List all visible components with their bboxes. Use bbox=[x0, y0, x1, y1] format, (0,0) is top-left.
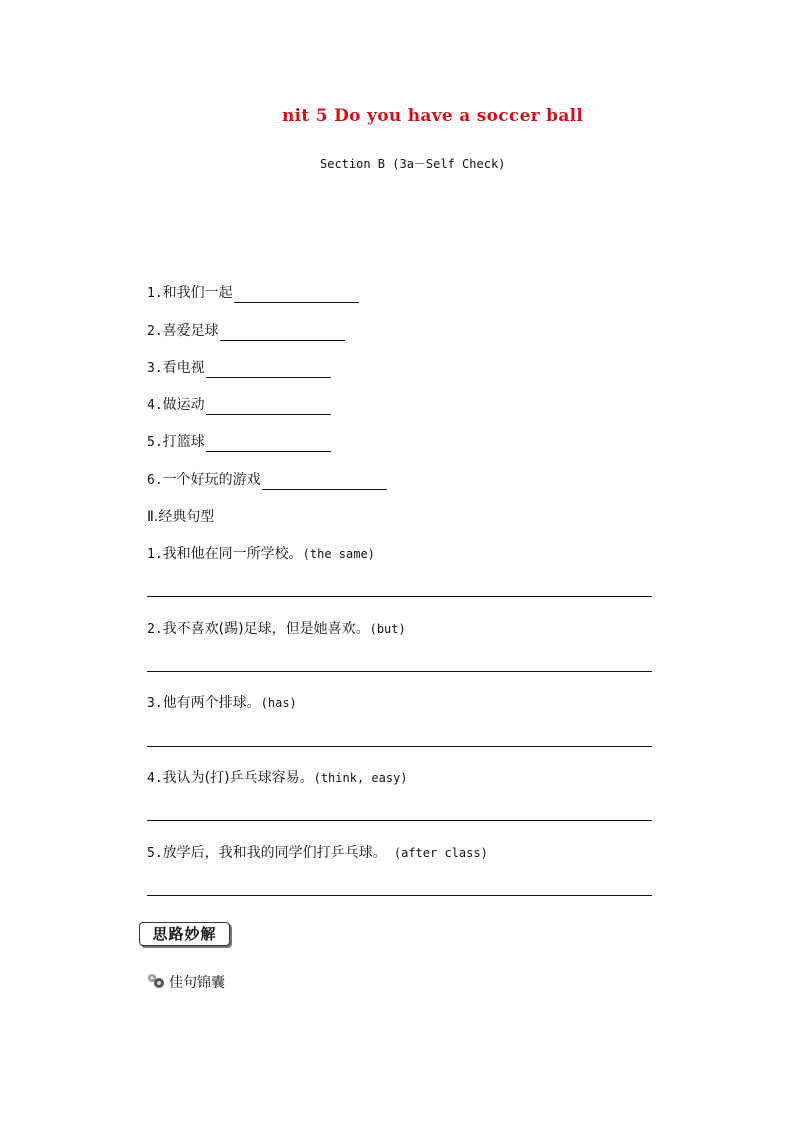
answer-line[interactable] bbox=[147, 596, 652, 597]
sentence-item-2: 2.我不喜欢(踢)足球，但是她喜欢。(but) bbox=[147, 621, 406, 637]
gear-icon bbox=[147, 973, 165, 989]
answer-line[interactable] bbox=[147, 671, 652, 672]
sentence-item-5: 5.放学后，我和我的同学们打乒乓球。 (after class) bbox=[147, 845, 488, 861]
answer-line[interactable] bbox=[147, 820, 652, 821]
phrase-item-4: 4.做运动 bbox=[147, 396, 331, 415]
phrase-item-1: 1.和我们一起 bbox=[147, 284, 359, 303]
answer-blank[interactable] bbox=[206, 398, 331, 415]
answer-line[interactable] bbox=[147, 746, 652, 747]
answer-blank[interactable] bbox=[220, 324, 345, 341]
sentence-item-1: 1.我和他在同一所学校。(the same) bbox=[147, 546, 375, 562]
phrase-item-3: 3.看电视 bbox=[147, 359, 331, 378]
phrase-item-2: 2.喜爱足球 bbox=[147, 322, 345, 341]
sentence-item-4: 4.我认为(打)乒乓球容易。(think, easy) bbox=[147, 770, 408, 786]
section-heading: Ⅱ.经典句型 bbox=[147, 509, 215, 525]
sentence-item-3: 3.他有两个排球。(has) bbox=[147, 695, 297, 711]
answer-line[interactable] bbox=[147, 895, 652, 896]
tips-heading: 佳句锦囊 bbox=[147, 972, 225, 992]
phrase-item-5: 5.打篮球 bbox=[147, 433, 331, 452]
answer-blank[interactable] bbox=[206, 361, 331, 378]
answer-blank[interactable] bbox=[234, 286, 359, 303]
tips-badge: 思路妙解 bbox=[139, 922, 230, 946]
page-subtitle: Section B (3a－Self Check) bbox=[320, 157, 506, 171]
phrase-item-6: 6.一个好玩的游戏 bbox=[147, 471, 387, 490]
answer-blank[interactable] bbox=[262, 473, 387, 490]
answer-blank[interactable] bbox=[206, 435, 331, 452]
